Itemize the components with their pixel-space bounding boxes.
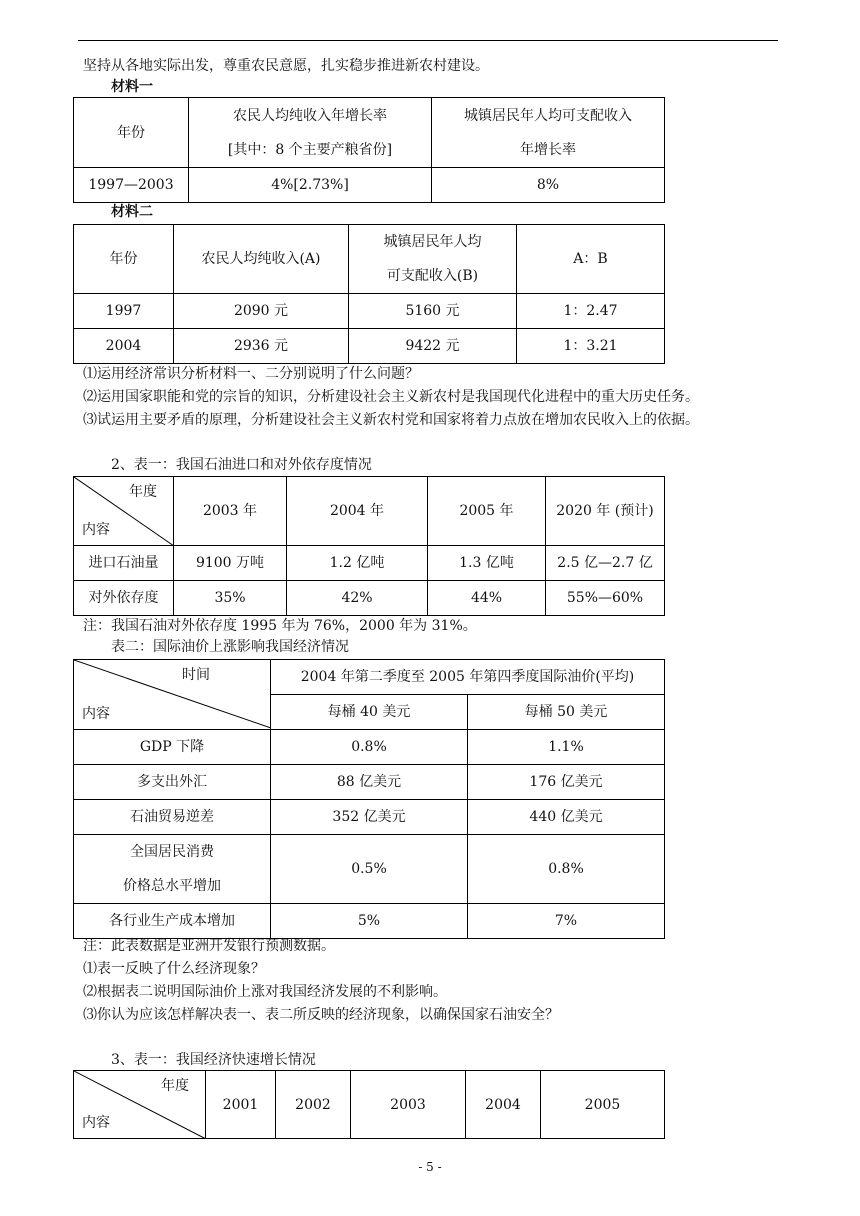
economic-growth-table bbox=[73, 1070, 665, 1139]
material-two-label: 材料二 bbox=[111, 204, 153, 220]
oil-price-corner-cell bbox=[74, 660, 271, 730]
table-cell: 0.5% bbox=[271, 835, 468, 904]
m2-cell: 2090 元 bbox=[174, 294, 349, 329]
price-40-header: 每桶 40 美元 bbox=[271, 695, 468, 730]
question-2-2: ⑵根据表二说明国际油价上涨对我国经济发展的不利影响。 bbox=[83, 984, 447, 1000]
section-2-title: 2、表一：我国石油进口和对外依存度情况 bbox=[111, 457, 372, 473]
table-cell: 0.8% bbox=[468, 835, 665, 904]
table-cell: 440 亿美元 bbox=[468, 800, 665, 835]
table-cell: 7% bbox=[468, 904, 665, 939]
m1-header-urban-growth-line1: 城镇居民年人均可支配收入 bbox=[464, 107, 632, 124]
material-one-label: 材料一 bbox=[111, 79, 153, 95]
table-cell: 9100 万吨 bbox=[174, 546, 287, 581]
m2-header-urban-income-line2: 可支配收入(B) bbox=[386, 268, 479, 284]
oil-import-corner-cell bbox=[74, 477, 174, 546]
intro-text: 坚持从各地实际出发，尊重农民意愿，扎实稳步推进新农村建设。 bbox=[83, 58, 489, 74]
table-cell: 各行业生产成本增加 bbox=[74, 904, 271, 939]
table-cell: 44% bbox=[428, 581, 546, 616]
m1-header-year: 年份 bbox=[74, 98, 189, 168]
m2-cell: 1997 bbox=[74, 294, 174, 329]
m2-header-farmer-income: 农民人均纯收入(A) bbox=[174, 225, 349, 294]
corner-label-content: 内容 bbox=[82, 1115, 110, 1131]
growth-corner-cell bbox=[74, 1071, 206, 1139]
question-1-2: ⑵运用国家职能和党的宗旨的知识，分析建设社会主义新农村是我国现代化进程中的重大历史任务。 bbox=[83, 389, 699, 405]
corner-label-year: 年度 bbox=[161, 1078, 189, 1094]
year-header: 2004 年 bbox=[287, 477, 428, 546]
question-1-3: ⑶试运用主要矛盾的原理，分析建设社会主义新农村党和国家将着力点放在增加农民收入上的依据。 bbox=[83, 412, 699, 428]
corner-label-content: 内容 bbox=[82, 706, 110, 722]
m1-cell: 1997—2003 bbox=[74, 168, 189, 203]
table-cell: GDP 下降 bbox=[74, 730, 271, 765]
table-cell: 2.5 亿—2.7 亿 bbox=[546, 546, 665, 581]
table-cell: 88 亿美元 bbox=[271, 765, 468, 800]
year-header: 2005 年 bbox=[428, 477, 546, 546]
table-cell: 1.2 亿吨 bbox=[287, 546, 428, 581]
m1-header-urban-growth bbox=[432, 98, 665, 168]
note-2: 注：此表数据是亚洲开发银行预测数据。 bbox=[83, 938, 335, 954]
question-1-1: ⑴运用经济常识分析材料一、二分别说明了什么问题？ bbox=[83, 366, 419, 382]
table-cell: 对外依存度 bbox=[74, 581, 174, 616]
m2-header-year: 年份 bbox=[74, 225, 174, 294]
table-cell: 0.8% bbox=[271, 730, 468, 765]
table-cell: 55%—60% bbox=[546, 581, 665, 616]
oil-price-impact-table bbox=[73, 659, 665, 939]
m2-cell: 2936 元 bbox=[174, 329, 349, 364]
corner-label-time: 时间 bbox=[182, 667, 210, 683]
table-cell: 1.1% bbox=[468, 730, 665, 765]
m1-header-farmer-growth-line1: 农民人均纯收入年增长率 bbox=[233, 107, 387, 124]
m1-header-urban-growth-line2: 年增长率 bbox=[520, 141, 576, 158]
m1-cell: 8% bbox=[432, 168, 665, 203]
corner-label-content: 内容 bbox=[82, 522, 110, 538]
material-two-table bbox=[73, 224, 665, 364]
price-50-header: 每桶 50 美元 bbox=[468, 695, 665, 730]
m2-cell: 5160 元 bbox=[349, 294, 517, 329]
table-cell: 352 亿美元 bbox=[271, 800, 468, 835]
m2-header-urban-income bbox=[349, 225, 517, 294]
table-cell: 35% bbox=[174, 581, 287, 616]
table-cell: 石油贸易逆差 bbox=[74, 800, 271, 835]
year-header: 2002 bbox=[276, 1071, 351, 1139]
cpi-label-cell bbox=[74, 835, 271, 904]
oil-import-table bbox=[73, 476, 665, 616]
table-cell: 1.3 亿吨 bbox=[428, 546, 546, 581]
year-header: 2003 bbox=[351, 1071, 466, 1139]
year-header: 2004 bbox=[466, 1071, 541, 1139]
m2-header-ratio: A：B bbox=[517, 225, 665, 294]
section-3-title: 3、表一：我国经济快速增长情况 bbox=[111, 1052, 316, 1068]
page-number: - 5 - bbox=[418, 1160, 442, 1174]
m2-cell: 9422 元 bbox=[349, 329, 517, 364]
m1-header-farmer-growth-line2: [其中：8 个主要产粮省份] bbox=[227, 141, 393, 158]
m2-header-urban-income-line1: 城镇居民年人均 bbox=[383, 234, 482, 250]
year-header: 2001 bbox=[206, 1071, 276, 1139]
year-header: 2020 年 (预计) bbox=[546, 477, 665, 546]
m1-cell: 4%[2.73%] bbox=[189, 168, 432, 203]
cpi-label-line1: 全国居民消费 bbox=[130, 844, 214, 860]
m2-cell: 1：3.21 bbox=[517, 329, 665, 364]
m1-header-farmer-growth bbox=[189, 98, 432, 168]
table-cell: 5% bbox=[271, 904, 468, 939]
oil-price-period-header: 2004 年第二季度至 2005 年第四季度国际油价(平均) bbox=[271, 660, 665, 695]
material-one-table bbox=[73, 97, 665, 203]
corner-label-year: 年度 bbox=[129, 484, 157, 500]
year-header: 2005 bbox=[541, 1071, 665, 1139]
cpi-label-line2: 价格总水平增加 bbox=[123, 878, 221, 894]
m2-cell: 1：2.47 bbox=[517, 294, 665, 329]
header-rule bbox=[78, 40, 778, 41]
question-2-3: ⑶你认为应该怎样解决表一、表二所反映的经济现象，以确保国家石油安全？ bbox=[83, 1007, 559, 1023]
table-cell: 176 亿美元 bbox=[468, 765, 665, 800]
note-1: 注：我国石油对外依存度 1995 年为 76%，2000 年为 31%。 bbox=[83, 618, 477, 634]
year-header: 2003 年 bbox=[174, 477, 287, 546]
table-cell: 进口石油量 bbox=[74, 546, 174, 581]
question-2-1: ⑴表一反映了什么经济现象？ bbox=[83, 961, 265, 977]
table-2-title: 表二：国际油价上涨影响我国经济情况 bbox=[111, 639, 349, 655]
table-cell: 多支出外汇 bbox=[74, 765, 271, 800]
m2-cell: 2004 bbox=[74, 329, 174, 364]
table-cell: 42% bbox=[287, 581, 428, 616]
